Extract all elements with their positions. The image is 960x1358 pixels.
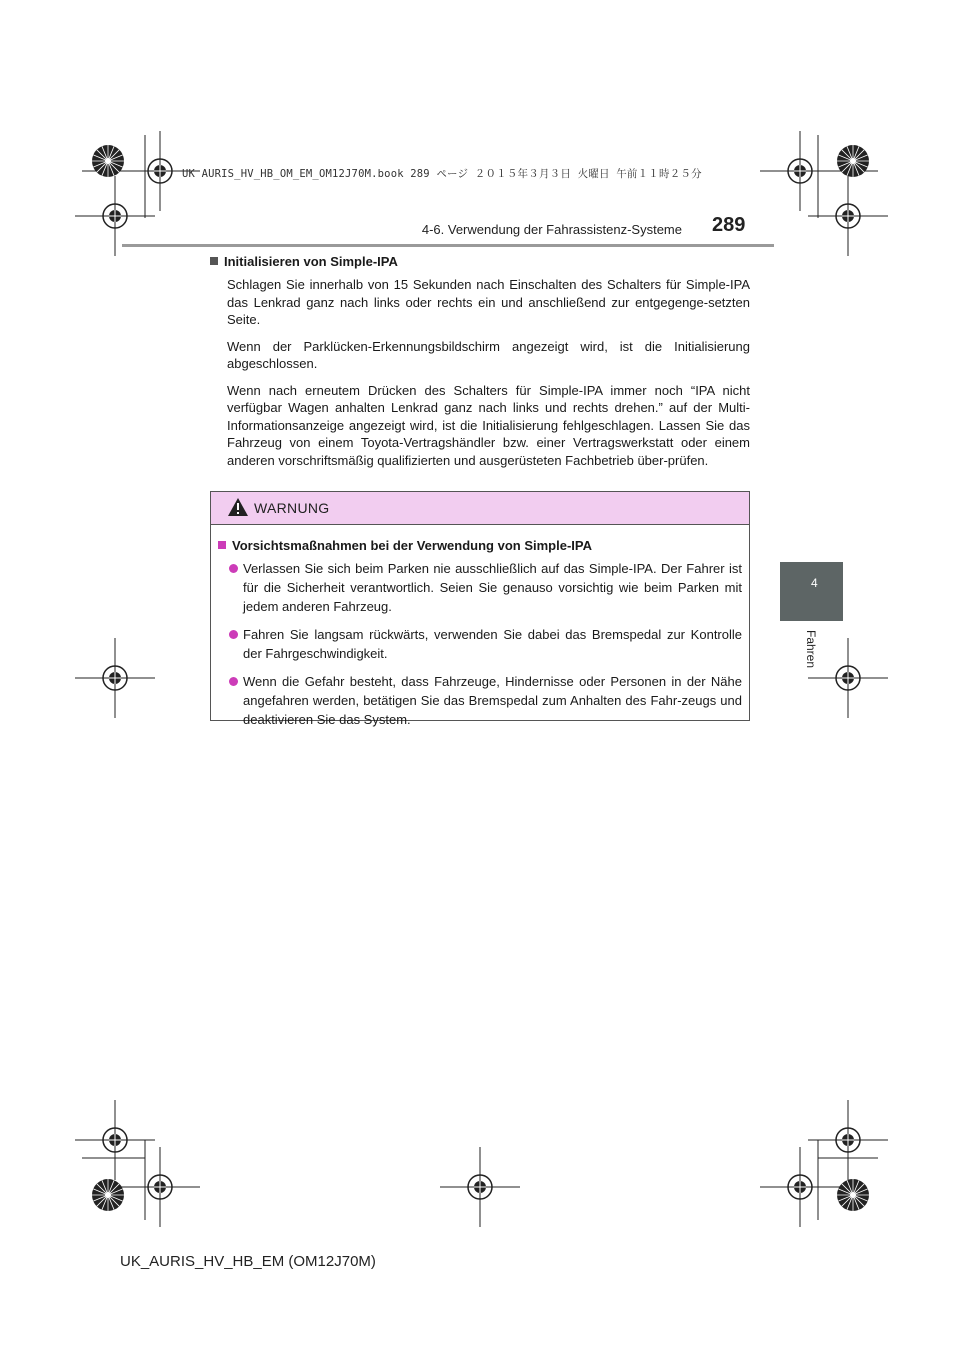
section-title: 4-6. Verwendung der Fahrassistenz-Systeme: [421, 222, 682, 237]
bullet-dot-icon: [229, 677, 238, 686]
warning-box: [210, 491, 750, 727]
warning-heading: [218, 537, 742, 555]
section-heading: [210, 253, 750, 271]
warning-label: WARNUNG: [254, 500, 330, 516]
bullet-dot-icon: [229, 564, 238, 573]
print-info-line: UK AURIS_HV_HB_OM_EM_OM12J70M.book 289 ページ ２０１５年３月３日 火曜日 午前１１時２５分: [182, 168, 702, 180]
warning-body: [211, 525, 749, 729]
header-rule: [122, 244, 774, 247]
square-bullet-icon: [210, 257, 218, 265]
square-bullet-icon: [218, 541, 226, 549]
warning-bullet-text: Wenn die Gefahr besteht, dass Fahrzeuge, Hindernisse oder Personen in der Nähe angefahren werden, betätigen Sie das Bremspedal zum Anhalten des Fahr-zeugs und deaktivieren Sie das System.: [243, 674, 742, 727]
warning-header: [211, 492, 749, 525]
warning-triangle-icon: [227, 497, 249, 517]
warning-bullet-text: Verlassen Sie sich beim Parken nie ausschließlich auf das Simple-IPA. Der Fahrer ist für die Sicherheit verantwortlich. Seien Sie genauso vorsichtig wie beim Parken mit jedem anderen Fahrzeug.: [243, 561, 742, 614]
footer-document-code: UK_AURIS_HV_HB_EM (OM12J70M): [120, 1253, 376, 1270]
bullet-dot-icon: [229, 630, 238, 639]
chapter-label-wrapper: [780, 630, 843, 675]
warning-bullet: [218, 672, 742, 729]
section-heading-text: Initialisieren von Simple-IPA: [224, 254, 398, 269]
warning-bullet: [218, 559, 742, 616]
page-number: 289: [712, 214, 746, 236]
warning-heading-text: Vorsichtsmaßnahmen bei der Verwendung von Simple-IPA: [232, 538, 592, 553]
chapter-tab: [780, 562, 843, 621]
warning-bullet-text: Fahren Sie langsam rückwärts, verwenden Sie dabei das Bremspedal zur Kontrolle der Fahrgeschwindigkeit.: [243, 627, 742, 661]
paragraph: Schlagen Sie innerhalb von 15 Sekunden nach Einschalten des Schalters für Simple-IPA das Lenkrad ganz nach links oder rechts ein und anschließend zur entgegenge-setzten Seite.: [227, 277, 750, 327]
paragraph: Wenn nach erneutem Drücken des Schalters für Simple-IPA immer noch “IPA nicht verfügbar Wagen anhalten Lenkrad ganz nach links und rechts drehen.” auf der Multi-Informationsanzeige angezeigt wird, ist die Initialisierung fehlgeschlagen. Lassen Sie das Fahrzeug von einem Toyota-Vertragshändler bzw. einer Vertragswerkstatt oder einem anderen vorschriftsmäßig qualifizierten und ausgerüsteten Fachbetrieb über-prüfen.: [227, 382, 750, 468]
main-content: [210, 253, 750, 478]
paragraph: Wenn der Parklücken-Erkennungsbildschirm angezeigt wird, ist die Initialisierung abgeschlossen.: [227, 338, 750, 371]
chapter-number: 4: [811, 576, 818, 590]
warning-bullet: [218, 625, 742, 663]
chapter-label: Fahren: [804, 630, 818, 669]
